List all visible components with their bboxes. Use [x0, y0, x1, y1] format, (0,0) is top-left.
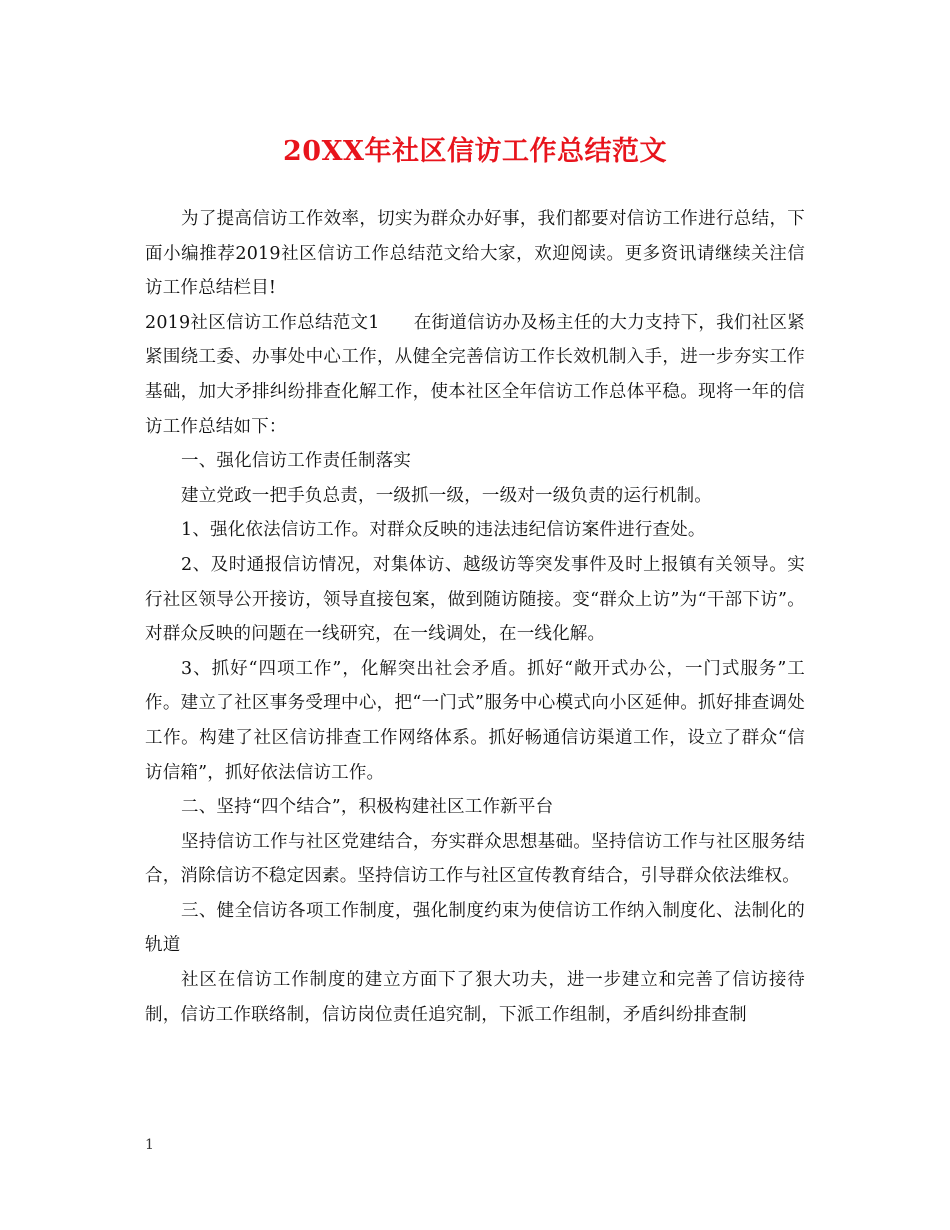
document-body — [145, 202, 805, 1032]
paragraph-item-3: 3、抓好“四项工作”，化解突出社会矛盾。抓好“敞开式办公，一门式服务”工作。建立了社区事务受理中心，把“一门式”服务中心模式向小区延伸。抓好排查调处工作。构建了社区信访排查工作网络体系。抓好畅通信访渠道工作，设立了群众“信访信箱”，抓好依法信访工作。 — [145, 658, 805, 783]
intro-paragraph: 为了提高信访工作效率，切实为群众办好事，我们都要对信访工作进行总结，下面小编推荐2019社区信访工作总结范文给大家，欢迎阅读。更多资讯请继续关注信访工作总结栏目! — [145, 209, 805, 299]
section-label: 2019社区信访工作总结范文1 — [145, 312, 380, 333]
document-title: 20XX年社区信访工作总结范文 — [283, 136, 667, 167]
paragraph-mechanism: 建立党政一把手负总责，一级抓一级，一级对一级负责的运行机制。 — [181, 485, 712, 506]
paragraph-item-2: 2、及时通报信访情况，对集体访、越级访等突发事件及时上报镇有关领导。实行社区领导公开接访，领导直接包案，做到随访随接。变“群众上访”为“干部下访”。对群众反映的问题在一线研究，在一线调处，在一线化解。 — [145, 554, 805, 645]
section-lead: 在街道信访办及杨主任的大力支持下，我们社区紧紧围绕工委、办事处中心工作，从健全完善信访工作长效机制入手，进一步夯实工作基础，加大矛排纠纷排查化解工作，使本社区全年信访工作总体平稳。现将一年的信访工作总结如下： — [145, 312, 806, 437]
section-paragraph — [145, 306, 805, 444]
page-number: 1 — [145, 1137, 154, 1153]
paragraph-systems: 社区在信访工作制度的建立方面下了狠大功夫，进一步建立和完善了信访接待制，信访工作联络制，信访岗位责任追究制，下派工作组制，矛盾纠纷排查制 — [145, 970, 805, 1025]
paragraph-combinations: 坚持信访工作与社区党建结合，夯实群众思想基础。坚持信访工作与社区服务结合，消除信访不稳定因素。坚持信访工作与社区宣传教育结合，引导群众依法维权。 — [145, 831, 805, 887]
heading-responsibility: 一、强化信访工作责任制落实 — [181, 451, 412, 472]
heading-four-combinations: 二、坚持“四个结合”，积极构建社区工作新平台 — [181, 797, 554, 818]
heading-systems: 三、健全信访各项工作制度，强化制度约束为使信访工作纳入制度化、法制化的轨道 — [145, 900, 805, 956]
paragraph-item-1: 1、强化依法信访工作。对群众反映的违法违纪信访案件进行查处。 — [181, 520, 706, 541]
